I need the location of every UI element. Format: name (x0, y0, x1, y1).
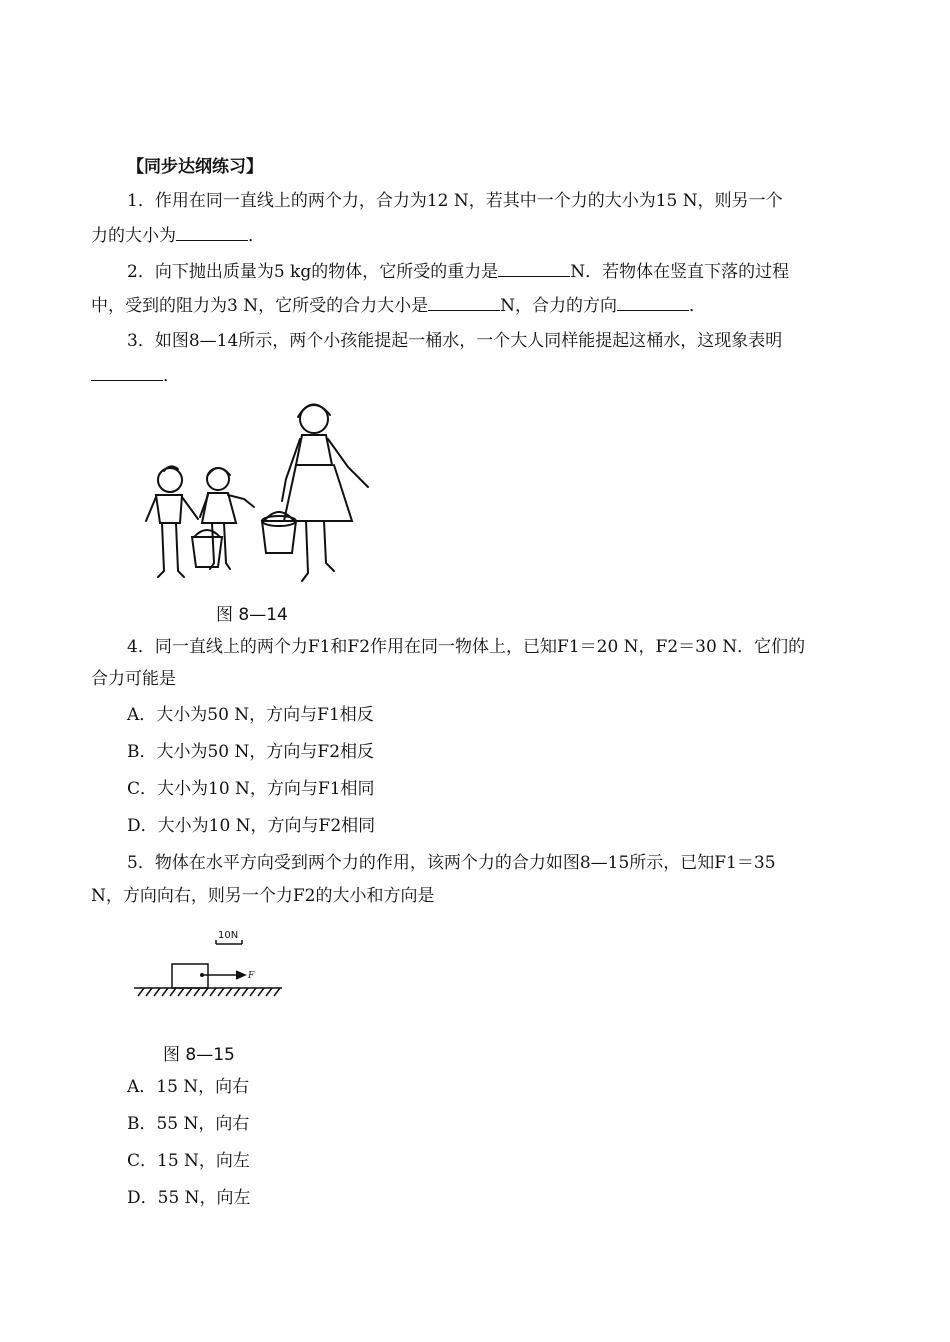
q4-line2: 合力可能是 (91, 669, 176, 689)
q4-option-a[interactable]: A．大小为50 N，方向与F1相反 (127, 705, 374, 725)
figure-8-14-illustration (134, 395, 379, 595)
q4-option-d[interactable]: D．大小为10 N，方向与F2相同 (127, 816, 376, 836)
q3-line1: 3．如图8—14所示，两个小孩能提起一桶水，一个大人同样能提起这桶水，这现象表明 (127, 331, 783, 351)
force-arrowhead (236, 971, 245, 979)
q3-answer-blank[interactable] (91, 364, 163, 381)
q5-option-b[interactable]: B．55 N，向右 (127, 1114, 250, 1134)
q5-option-a[interactable]: A．15 N，向右 (127, 1077, 250, 1097)
q1-line1: 1．作用在同一直线上的两个力，合力为12 N，若其中一个力的大小为15 N，则另一个 (127, 191, 783, 211)
q5-option-c[interactable]: C．15 N，向左 (127, 1151, 250, 1171)
q5-option-d[interactable]: D．55 N，向左 (127, 1188, 251, 1208)
q2-line1 (127, 260, 789, 283)
q4-option-b[interactable]: B．大小为50 N，方向与F2相反 (127, 742, 375, 762)
q2-gravity-blank[interactable] (498, 260, 570, 277)
small-bucket (192, 530, 222, 567)
q2-direction-blank[interactable] (617, 294, 689, 311)
ground-hatching (138, 988, 280, 996)
q2-line2-end: ． (688, 296, 706, 316)
q2-line2 (91, 294, 706, 317)
q1-line2 (91, 224, 265, 247)
q2-net-force-blank[interactable] (428, 294, 500, 311)
q5-line1: 5．物体在水平方向受到两个力的作用，该两个力的合力如图8—15所示，已知F1＝35 (127, 853, 776, 873)
q4-line1: 4．同一直线上的两个力F1和F2作用在同一物体上，已知F1＝20 N，F2＝30 N．它们的 (127, 637, 806, 657)
woman-figure (282, 404, 368, 581)
force-label: F (248, 971, 255, 981)
boy-figure (146, 466, 198, 577)
q1-line2-text: 力的大小为 (91, 226, 176, 246)
q2-line1-end: N．若物体在竖直下落的过程 (570, 262, 790, 282)
q2-line2-text: 中，受到的阻力为3 N，它所受的合力大小是 (91, 296, 429, 316)
scale-label: 10N (218, 930, 239, 941)
q1-answer-blank[interactable] (176, 224, 248, 241)
q1-line2-end: ． (248, 226, 265, 246)
q4-option-c[interactable]: C．大小为10 N，方向与F1相同 (127, 779, 375, 799)
figure-8-15-caption: 图 8—15 (163, 1045, 235, 1065)
figure-8-15-diagram (130, 922, 290, 1012)
large-bucket (262, 512, 296, 553)
q3-line2 (91, 364, 180, 387)
figure-8-14-caption: 图 8—14 (216, 605, 288, 625)
girl-figure (200, 468, 254, 569)
q2-line1-text: 2．向下抛出质量为5 kg的物体，它所受的重力是 (127, 262, 499, 282)
q5-line2: N，方向向右，则另一个力F2的大小和方向是 (91, 886, 435, 906)
section-heading: 【同步达纲练习】 (127, 157, 263, 177)
q3-line2-end: ． (163, 366, 180, 386)
q2-line2-mid: N，合力的方向 (500, 296, 617, 316)
